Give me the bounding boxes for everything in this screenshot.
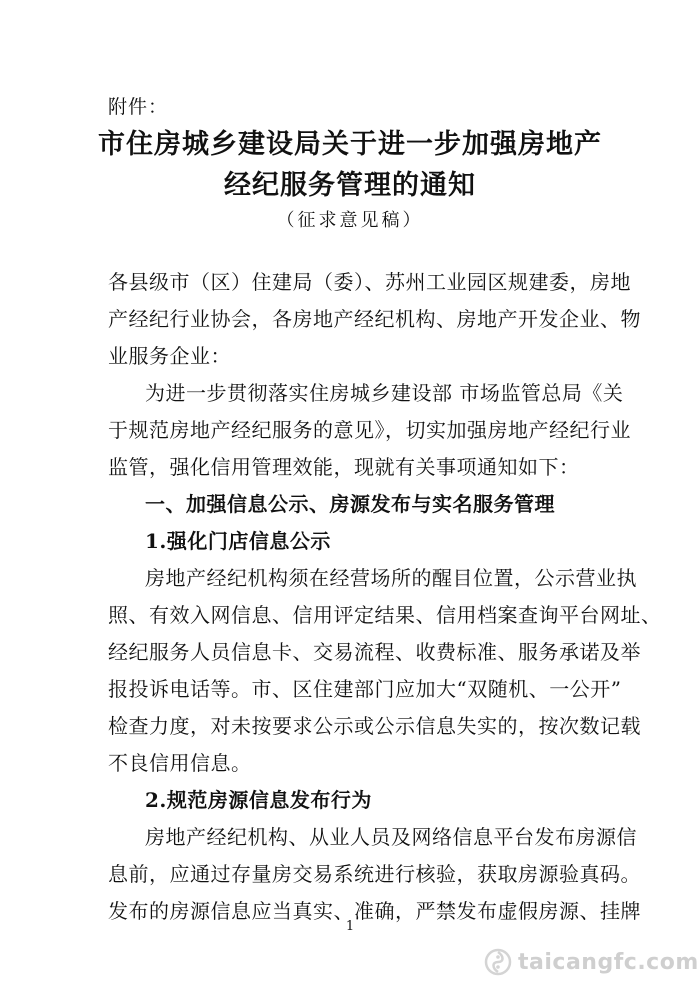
body-line: 监管，强化信用管理效能，现就有关事项通知如下：: [108, 455, 580, 479]
body-line: 不良信用信息。: [108, 751, 252, 775]
body-line: 房地产经纪机构须在经营场所的醒目位置，公示营业执: [145, 566, 637, 590]
body-line: 业服务企业：: [108, 344, 231, 368]
swirl-logo-icon: [484, 948, 512, 976]
document-title-line-1: 市住房城乡建设局关于进一步加强房地产: [98, 129, 602, 160]
watermark: [484, 948, 699, 976]
watermark-text: taicangfc.com: [518, 949, 699, 975]
body-line: 于规范房地产经纪服务的意见》，切实加强房地产经纪行业: [108, 418, 631, 442]
body-line: 为进一步贯彻落实住房城乡建设部 市场监管总局《关: [145, 381, 624, 405]
document-title-line-2: 经纪服务管理的通知: [224, 170, 476, 201]
page-number: 1: [345, 919, 355, 934]
subsection-heading: 2.规范房源信息发布行为: [145, 788, 372, 812]
section-heading: 一、加强信息公示、房源发布与实名服务管理: [145, 492, 555, 516]
body-line: 照、有效入网信息、信用评定结果、信用档案查询平台网址、: [108, 603, 662, 627]
body-line: 息前，应通过存量房交易系统进行核验，获取房源验真码。: [108, 862, 641, 886]
attachment-label: 附件：: [108, 96, 169, 118]
body-line: 产经纪行业协会，各房地产经纪机构、房地产开发企业、物: [108, 307, 641, 331]
subsection-heading: 1.强化门店信息公示: [145, 529, 331, 553]
body-line: 各县级市（区）住建局（委）、苏州工业园区规建委，房地: [108, 270, 631, 294]
body-line: 经纪服务人员信息卡、交易流程、收费标准、服务承诺及举: [108, 640, 641, 664]
document-subtitle: （征求意见稿）: [276, 210, 424, 231]
body-line: 房地产经纪机构、从业人员及网络信息平台发布房源信: [145, 825, 637, 849]
body-line: 发布的房源信息应当真实、准确，严禁发布虚假房源、挂牌: [108, 899, 641, 923]
body-line: 报投诉电话等。市、区住建部门应加大“双随机、一公开”: [108, 677, 622, 701]
body-line: 检查力度，对未按要求公示或公示信息失实的，按次数记载: [108, 714, 641, 738]
